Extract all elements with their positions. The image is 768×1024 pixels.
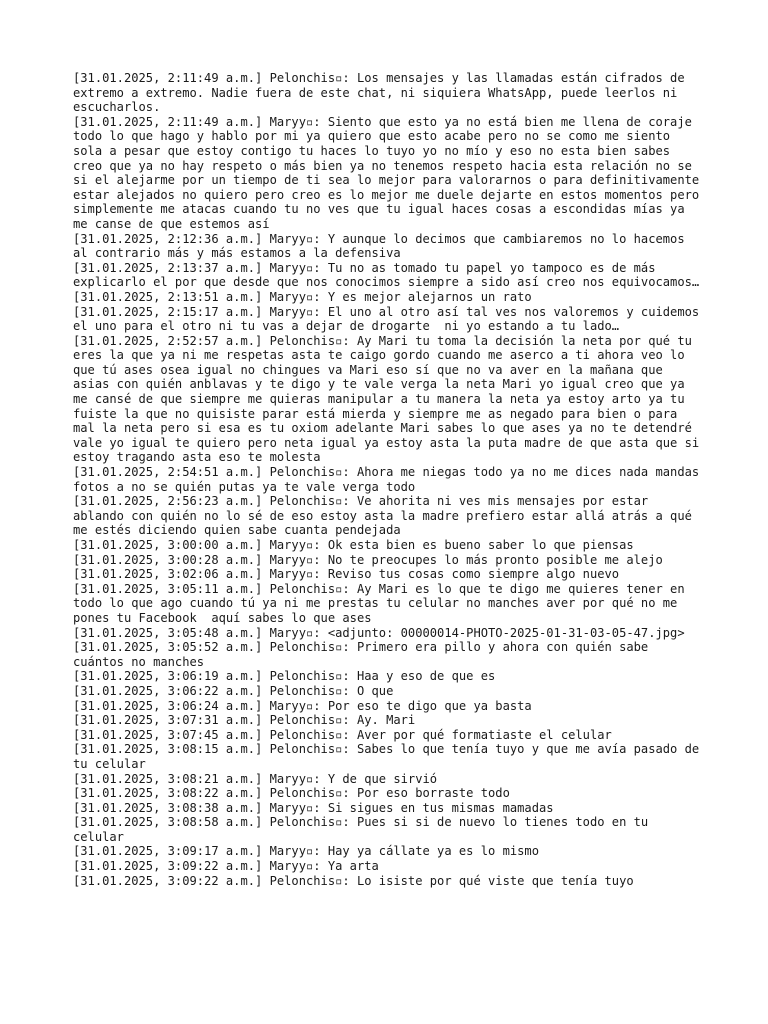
message-timestamp: [31.01.2025, 3:00:00 a.m.] [73,538,263,552]
message-timestamp: [31.01.2025, 3:08:21 a.m.] [73,771,263,786]
message-text: Primero era pillo y ahora con quién sabe cuántos no manches [73,640,656,669]
message-sender: Pelonchis▫ [269,669,343,684]
message-text: Ok esta bien es bueno saber lo que piensas [327,538,634,552]
message-sender: Maryy▫ [269,538,314,552]
chat-message: [31.01.2025, 3:06:22 a.m.] Pelonchis▫: O que [73,683,394,698]
message-text: Pues si si de nuevo lo tienes todo en tu celular [73,815,656,844]
message-sender: Maryy▫ [269,231,314,246]
message-sender: Maryy▫ [269,260,314,275]
chat-message: [31.01.2025, 3:05:52 a.m.] Pelonchis▫: Primero era pillo y ahora con quién sabe cuántos no manches [73,640,656,669]
message-sender: Pelonchis▫ [269,742,343,757]
message-sender: Maryy▫ [269,859,314,874]
message-timestamp: [31.01.2025, 2:54:51 a.m.] [73,465,263,480]
message-sender: Pelonchis▫ [269,713,343,728]
message-timestamp: [31.01.2025, 3:05:48 a.m.] [73,625,263,640]
chat-message: [31.01.2025, 3:05:48 a.m.] Maryy▫: <adjunto: 00000014-PHOTO-2025-01-31-03-05-47.jpg> [73,625,685,640]
chat-message: [31.01.2025, 2:15:17 a.m.] Maryy▫: El uno al otro así tal ves nos valoremos y cuidemos el uno para el otro ni tu vas a dejar de drogarte ni yo estando a tu lado… [73,304,707,334]
chat-message: [31.01.2025, 3:06:24 a.m.] Maryy▫: Por eso te digo que ya basta [73,698,532,713]
message-sender: Pelonchis▫ [269,640,343,655]
message-text: Tu no as tomado tu papel yo tampoco es de más explicarlo el por que desde que nos conocimos siempre a sido así creo nos equivocamos… [73,260,700,290]
chat-message: [31.01.2025, 3:07:45 a.m.] Pelonchis▫: Aver por qué formatiaste el celular [73,727,612,742]
message-sender: Pelonchis▫ [269,683,343,698]
chat-message: [31.01.2025, 3:09:22 a.m.] Pelonchis▫: Lo isiste por qué viste que tenía tuyo [73,873,634,888]
message-sender: Maryy▫ [269,800,314,815]
message-sender: Maryy▫ [269,114,314,129]
message-sender: Pelonchis▫ [269,494,343,509]
message-text: Si sigues en tus mismas mamadas [327,800,554,815]
chat-message: [31.01.2025, 3:08:15 a.m.] Pelonchis▫: Sabes lo que tenía tuyo y que me avía pasado de tu celular [73,742,707,771]
message-sender: Pelonchis▫ [269,727,343,742]
message-sender: Maryy▫ [269,771,314,786]
message-timestamp: [31.01.2025, 2:13:51 a.m.] [73,289,263,304]
message-timestamp: [31.01.2025, 2:13:37 a.m.] [73,260,263,275]
message-timestamp: [31.01.2025, 3:06:24 a.m.] [73,698,263,713]
message-timestamp: [31.01.2025, 3:09:17 a.m.] [73,844,263,859]
message-text: Siento que esto ya no está bien me llena de coraje todo lo que hago y hablo por mi ya quiero que esto acabe pero no se como me siento sola a pesar que estoy contigo tu haces lo tuyo yo no mío y eso no esta bien sabes creo que ya no hay respeto o más bien ya no tenemos respeto hacia esta relación no se si el alejarme por un tiempo de ti sea lo mejor para valorarnos o para definitivamente estar alejados no quiero pero creo es lo mejor me duele dejarte en estos momentos pero simplemente me atacas cuando tu no ves que tu igual haces cosas a escondidas mías ya me canse de que estemos así [73,114,707,231]
message-text: Aver por qué formatiaste el celular [356,727,612,742]
message-sender: Maryy▫ [269,698,314,713]
message-sender: Maryy▫ [269,844,314,859]
message-text: No te preocupes lo más pronto posible me alejo [327,552,663,567]
message-sender: Maryy▫ [269,289,314,304]
message-text: Por eso te digo que ya basta [327,698,532,713]
message-text: O que [356,683,394,698]
chat-message: [31.01.2025, 3:09:22 a.m.] Maryy▫: Ya arta [73,859,379,874]
chat-message: [31.01.2025, 3:08:58 a.m.] Pelonchis▫: Pues si si de nuevo lo tienes todo en tu celular [73,815,656,844]
message-sender: Pelonchis▫ [269,873,343,888]
chat-message: [31.01.2025, 3:08:21 a.m.] Maryy▫: Y de que sirvió [73,771,438,786]
message-text: Los mensajes y las llamadas están cifrados de extremo a extremo. Nadie fuera de este chat, ni siquiera WhatsApp, puede leerlos ni escucharlos. [73,71,692,115]
message-text: Por eso borraste todo [356,786,510,801]
message-text: Ahora me niegas todo ya no me dices nada mandas fotos a no se quién putas ya te vale verga todo [73,465,707,494]
message-timestamp: [31.01.2025, 3:06:19 a.m.] [73,669,263,684]
message-timestamp: [31.01.2025, 3:08:58 a.m.] [73,815,263,830]
chat-message: [31.01.2025, 2:52:57 a.m.] Pelonchis▫: Ay Mari tu toma la decisión la neta por qué tu eres la que ya ni me respetas asta te caigo gordo cuando me aserco a ti ahora veo lo que tú ases osea igual no chingues va Mari eso sí que no va aver en la mañana que asias con quién anblavas y te digo y te vale verga la neta Mari yo igual creo que ya me cansé de que siempre me quieras manipular a tu manera la neta ya estoy arto ya tu fuiste la que no quisiste parar está mierda y siempre me as negado para bien o para mal la neta pero si esa es tu oxiom adelante Mari sabes lo que ases ya no te detendré vale yo igual te quiero pero neta igual ya estoy asta la puta madre de que asta que si estoy tragando asta eso te molesta [73,333,707,465]
chat-transcript [73,71,707,888]
message-sender: Maryy▫ [269,552,314,567]
message-timestamp: [31.01.2025, 2:11:49 a.m.] [73,71,263,85]
message-text: <adjunto: 00000014-PHOTO-2025-01-31-03-05-47.jpg> [327,625,685,640]
message-text: Hay ya cállate ya es lo mismo [327,844,539,859]
message-timestamp: [31.01.2025, 3:02:06 a.m.] [73,567,263,582]
message-text: Ay Mari es lo que te digo me quieres tener en todo lo que ago cuando tú ya ni me prestas tu celular no manches aver por qué no me pones tu Facebook aquí sabes lo que ases [73,581,692,625]
chat-message: [31.01.2025, 3:08:38 a.m.] Maryy▫: Si sigues en tus mismas mamadas [73,800,554,815]
chat-message: [31.01.2025, 2:11:49 a.m.] Maryy▫: Siento que esto ya no está bien me llena de coraje todo lo que hago y hablo por mi ya quiero que esto acabe pero no se como me siento sola a pesar que estoy contigo tu haces lo tuyo yo no mío y eso no esta bien sabes creo que ya no hay respeto o más bien ya no tenemos respeto hacia esta relación no se si el alejarme por un tiempo de ti sea lo mejor para valorarnos o para definitivamente estar alejados no quiero pero creo es lo mejor me duele dejarte en estos momentos pero simplemente me atacas cuando tu no ves que tu igual haces cosas a escondidas mías ya me canse de que estemos así [73,114,707,231]
message-sender: Pelonchis▫ [269,815,343,830]
message-text: Haa y eso de que es [356,669,496,684]
message-sender: Pelonchis▫ [269,786,343,801]
message-text: Reviso tus cosas como siempre algo nuevo [327,567,620,582]
message-timestamp: [31.01.2025, 3:08:15 a.m.] [73,742,263,757]
chat-message: [31.01.2025, 2:13:51 a.m.] Maryy▫: Y es mejor alejarnos un rato [73,289,532,304]
chat-message: [31.01.2025, 3:05:11 a.m.] Pelonchis▫: Ay Mari es lo que te digo me quieres tener en todo lo que ago cuando tú ya ni me prestas tu celular no manches aver por qué no me pones tu Facebook aquí sabes lo que ases [73,581,692,625]
message-sender: Maryy▫ [269,625,314,640]
chat-message: [31.01.2025, 2:13:37 a.m.] Maryy▫: Tu no as tomado tu papel yo tampoco es de más explicarlo el por que desde que nos conocimos siempre a sido así creo nos equivocamos… [73,260,700,290]
message-sender: Pelonchis▫ [269,333,343,348]
chat-message: [31.01.2025, 3:09:17 a.m.] Maryy▫: Hay ya cállate ya es lo mismo [73,844,539,859]
message-timestamp: [31.01.2025, 2:56:23 a.m.] [73,494,263,509]
message-timestamp: [31.01.2025, 2:11:49 a.m.] [73,114,263,129]
chat-message: [31.01.2025, 2:54:51 a.m.] Pelonchis▫: Ahora me niegas todo ya no me dices nada mandas fotos a no se quién putas ya te vale verga todo [73,465,707,494]
message-sender: Pelonchis▫ [269,71,343,85]
message-timestamp: [31.01.2025, 3:09:22 a.m.] [73,859,263,874]
message-text: Ay. Mari [356,713,416,728]
message-timestamp: [31.01.2025, 2:52:57 a.m.] [73,333,263,348]
message-text: Sabes lo que tenía tuyo y que me avía pasado de tu celular [73,742,707,771]
chat-message: [31.01.2025, 2:11:49 a.m.] Pelonchis▫: Los mensajes y las llamadas están cifrados de extremo a extremo. Nadie fuera de este chat, ni siquiera WhatsApp, puede leerlos ni escucharlos. [73,71,692,115]
chat-message: [31.01.2025, 3:07:31 a.m.] Pelonchis▫: Ay. Mari [73,713,416,728]
chat-message: [31.01.2025, 3:06:19 a.m.] Pelonchis▫: Haa y eso de que es [73,669,496,684]
chat-message: [31.01.2025, 3:00:00 a.m.] Maryy▫: Ok esta bien es bueno saber lo que piensas [73,538,634,552]
message-timestamp: [31.01.2025, 2:12:36 a.m.] [73,231,263,246]
chat-message: [31.01.2025, 3:08:22 a.m.] Pelonchis▫: Por eso borraste todo [73,786,510,801]
message-timestamp: [31.01.2025, 3:08:38 a.m.] [73,800,263,815]
message-timestamp: [31.01.2025, 3:05:11 a.m.] [73,581,263,596]
message-sender: Maryy▫ [269,567,314,582]
message-timestamp: [31.01.2025, 3:05:52 a.m.] [73,640,263,655]
chat-message: [31.01.2025, 3:00:28 a.m.] Maryy▫: No te preocupes lo más pronto posible me alejo [73,552,663,567]
message-timestamp: [31.01.2025, 3:08:22 a.m.] [73,786,263,801]
message-sender: Pelonchis▫ [269,581,343,596]
chat-message: [31.01.2025, 2:56:23 a.m.] Pelonchis▫: Ve ahorita ni ves mis mensajes por estar ablando con quién no lo sé de eso estoy asta la madre prefiero estar allá atrás a qué me estés diciendo quien sabe cuanta pendejada [73,494,700,538]
message-text: Y aunque lo decimos que cambiaremos no lo hacemos al contrario más y más estamos a la defensiva [73,231,692,261]
message-timestamp: [31.01.2025, 3:06:22 a.m.] [73,683,263,698]
message-text: Ve ahorita ni ves mis mensajes por estar ablando con quién no lo sé de eso estoy asta la madre prefiero estar allá atrás a qué me estés diciendo quien sabe cuanta pendejada [73,494,700,538]
message-sender: Pelonchis▫ [269,465,343,480]
message-timestamp: [31.01.2025, 3:07:31 a.m.] [73,713,263,728]
message-timestamp: [31.01.2025, 3:07:45 a.m.] [73,727,263,742]
message-timestamp: [31.01.2025, 3:00:28 a.m.] [73,552,263,567]
message-sender: Maryy▫ [269,304,314,319]
message-text: Lo isiste por qué viste que tenía tuyo [356,873,634,888]
message-text: Ya arta [327,859,379,874]
message-text: El uno al otro así tal ves nos valoremos y cuidemos el uno para el otro ni tu vas a dejar de drogarte ni yo estando a tu lado… [73,304,707,334]
message-text: Ay Mari tu toma la decisión la neta por qué tu eres la que ya ni me respetas asta te caigo gordo cuando me aserco a ti ahora veo lo que tú ases osea igual no chingues va Mari eso sí que no va aver en la mañana que asias con quién anblavas y te digo y te vale verga la neta Mari yo igual creo que ya me cansé de que siempre me quieras manipular a tu manera la neta ya estoy arto ya tu fuiste la que no quisiste parar está mierda y siempre me as negado para bien o para mal la neta pero si esa es tu oxiom adelante Mari sabes lo que ases ya no te detendré vale yo igual te quiero pero neta igual ya estoy asta la puta madre de que asta que si estoy tragando asta eso te molesta [73,333,707,465]
message-timestamp: [31.01.2025, 2:15:17 a.m.] [73,304,263,319]
message-timestamp: [31.01.2025, 3:09:22 a.m.] [73,873,263,888]
chat-message: [31.01.2025, 2:12:36 a.m.] Maryy▫: Y aunque lo decimos que cambiaremos no lo hacemos al contrario más y más estamos a la defensiva [73,231,692,261]
chat-message: [31.01.2025, 3:02:06 a.m.] Maryy▫: Reviso tus cosas como siempre algo nuevo [73,567,620,582]
message-text: Y es mejor alejarnos un rato [327,289,532,304]
message-text: Y de que sirvió [327,771,438,786]
